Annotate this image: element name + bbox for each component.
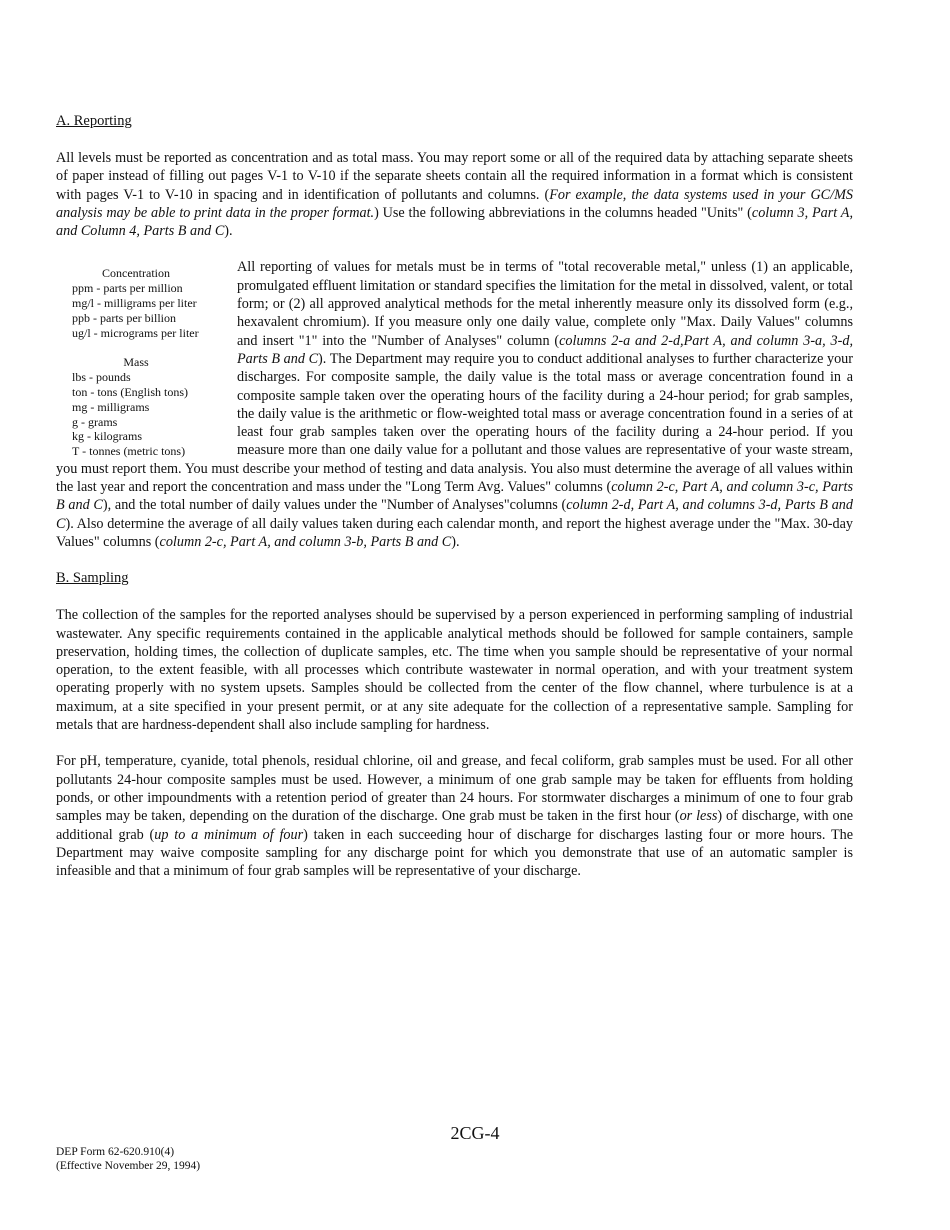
metals-block [56, 258, 853, 551]
form-footer [56, 1145, 200, 1173]
abbreviation-item: mg - milligrams [72, 399, 150, 414]
abbreviation-item: mg/l - milligrams per liter [72, 296, 197, 311]
text-run: ), and the total number of daily values under the "Number of Analyses"columns ( [102, 497, 567, 514]
reporting-intro-paragraph [56, 149, 853, 240]
text-run: ) Use the following abbreviations in the columns headed "Units" ( [374, 204, 752, 221]
italic-text-run: For example, the data systems used in your GC/MS analysis may be able to print data in the proper format. [56, 186, 854, 221]
abbreviation-item: ton - tons (English tons) [72, 385, 188, 400]
sampling-paragraph-2 [56, 752, 853, 880]
section-a-heading: A. Reporting [56, 113, 132, 129]
abbreviation-item: T - tonnes (metric tons) [72, 444, 186, 459]
text-run: ) taken in each succeeding hour of discharge for discharges lasting four or more hours. The Department may waive composite sampling for any discharge point for which you demonstrate that use of an automatic sampler is infeasible and that a minimum of four grab samples will be representative of your discharge. [56, 826, 854, 880]
text-run: ). The Department may require you to conduct additional analyses to further characterize your discharges. For composite sample, the daily value is the total mass or average concentration found in a composite sample taken over the operating hours of the facility during a 24-hour period; for grab samples, the daily value is the arithmetic or flow-weighted total mass or average concentration found in a series of at least four grab samples taken over the operating hours of the facility during a 24-hour period. If you measure more than one daily value for a pollutant and those values are representative of your waste stream, you must report them. You must describe your method of testing and data analysis. You also must determine the average of all values within the last year and report the concentration and mass under the "Long Term Avg. Values" columns ( [56, 350, 853, 496]
text-run: For pH, temperature, cyanide, total phenols, residual chlorine, oil and grease, and fecal coliform, grab samples must be used. For all other pollutants 24-hour composite samples must be used. However, a minimum of one grab sample may be taken for effluents from holding ponds, or other impoundments with a retention period of greater than 24 hours. For stormwater discharges a minimum of one to four grab samples may be taken, depending on the duration of the discharge. One grab must be taken in the first hour ( [56, 753, 853, 825]
effective-date: (Effective November 29, 1994) [56, 1160, 201, 1172]
abbreviation-item: ppm - parts per million [72, 281, 183, 296]
abbreviation-item: lbs - pounds [72, 370, 131, 385]
concentration-list [72, 281, 216, 340]
italic-text-run: column 2-c, Part A, and column 3-c, Parts B and C [56, 479, 854, 514]
italic-text-run: column 3, Part A, and Column 4, Parts B and C [56, 204, 854, 240]
abbreviation-item: kg - kilograms [72, 429, 142, 444]
italic-text-run: column 2-d, Part A, and columns 3-d, Parts B and C [56, 497, 853, 532]
text-run: ). Also determine the average of all daily values taken during each calendar month, and report the highest average under the "Max. 30-day Values" columns ( [56, 515, 853, 550]
concentration-title: Concentration [102, 266, 170, 281]
text-run: ). [224, 223, 233, 240]
text-run: ) of discharge, with one additional grab ( [56, 808, 854, 843]
text-run: ). [451, 533, 460, 550]
italic-text-run: up to a minimum of four [154, 826, 304, 843]
text-run: The collection of the samples for the reported analyses should be supervised by a person experienced in performing sampling of industrial wastewater. Any specific requirements contained in the applicable analytical methods should be followed for sample containers, sample preservation, holding times, the collection of duplicate samples, etc. The time when you sample should be representative of your normal operation, to the extent feasible, with all processes which contribute wastewater in normal operation, and with your treatment system operating properly with no system upsets. Samples should be collected from the center of the flow channel, where turbulence is at a maximum, at a site specified in your present permit, or at any site adequate for the collection of a representative sample. Sampling for metals that are hardness-dependent shall also include sampling for hardness. [56, 607, 853, 734]
abbreviation-item: ug/l - micrograms per liter [72, 325, 199, 340]
sampling-paragraph-1 [56, 606, 853, 734]
abbreviation-item: ppb - parts per billion [72, 310, 176, 325]
page-number: 2CG-4 [450, 1123, 500, 1143]
italic-text-run: column 2-c, Part A, and column 3-b, Parts B and C [159, 533, 452, 550]
abbreviation-item: g - grams [72, 414, 118, 429]
text-run: All reporting of values for metals must be in terms of "total recoverable metal," unless (1) an applicable, promulgated effluent limitation or standard specifies the limitation for the metal in dissolved, valent, or total form; or (2) all approved analytical methods for the metal inherently measure only its dissolved form (e.g., hexavalent chromium). If you measure only one daily value, complete only "Max. Daily Values" columns and insert "1" into the "Number of Analyses" column ( [237, 259, 853, 349]
italic-text-run: or less [679, 808, 718, 825]
text-run: All levels must be reported as concentration and as total mass. You may report some or all of the required data by attaching separate sheets of paper instead of filling out pages V-1 to V-10 if the separate sheets contain all the required information in a format which is consistent with pages V-1 to V-10 in spacing and in identification of pollutants and columns. ( [56, 150, 853, 203]
document-body [56, 112, 853, 880]
mass-title: Mass [123, 355, 149, 370]
form-number: DEP Form 62-620.910(4) [56, 1146, 175, 1158]
abbreviations-legend [56, 266, 216, 459]
mass-list [72, 370, 216, 459]
section-b-heading: B. Sampling [56, 570, 129, 587]
italic-text-run: columns 2-a and 2-d,Part A, and column 3-a, 3-d, Parts B and C [237, 332, 853, 367]
